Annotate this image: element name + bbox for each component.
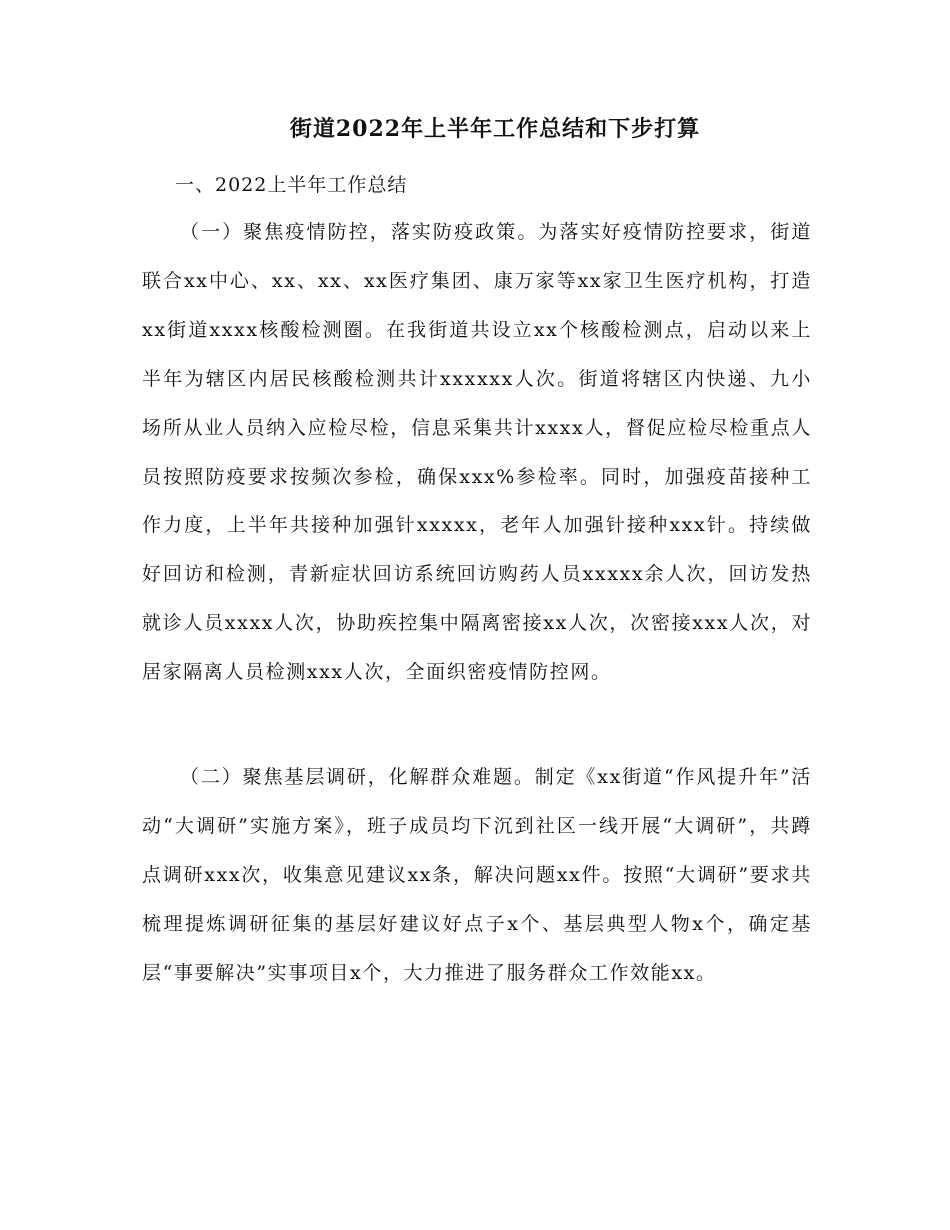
paragraph-epidemic-control: （一）聚焦疫情防控，落实防疫政策。为落实好疫情防控要求，街道联合xx中心、xx、xx、xx医疗集团、康万家等xx家卫生医疗机构，打造xx街道xxxx核酸检测圈。在我街道共设立xx个核酸检测点，启动以来上半年为辖区内居民核酸检测共计xxxxxx人次。街道将辖区内快递、九小场所从业人员纳入应检尽检，信息采集共计xxxx人，督促应检尽检重点人员按照防疫要求按频次参检，确保xxx%参检率。同时，加强疫苗接种工作力度，上半年共接种加强针xxxxx，老年人加强针接种xxx针。持续做好回访和检测，青新症状回访系统回访购药人员xxxxx余人次，回访发热就诊人员xxxx人次，协助疾控集中隔离密接xx人次，次密接xxx人次，对居家隔离人员检测xxx人次，全面织密疫情防控网。 xyxy=(142,221,812,684)
document-title: 街道2022年上半年工作总结和下步打算 xyxy=(289,116,701,142)
section-heading: 一、2022上半年工作总结 xyxy=(175,174,408,196)
paragraph-grassroots-research: （二）聚焦基层调研，化解群众难题。制定《xx街道“作风提升年”活动“大调研”实施方案》，班子成员均下沉到社区一线开展“大调研”，共蹲点调研xxx次，收集意见建议xx条，解决问题xx件。按照“大调研”要求共梳理提炼调研征集的基层好建议好点子x个、基层典型人物x个，确定基层“事要解决”实事项目x个，大力推进了服务群众工作效能xx。 xyxy=(142,766,812,984)
